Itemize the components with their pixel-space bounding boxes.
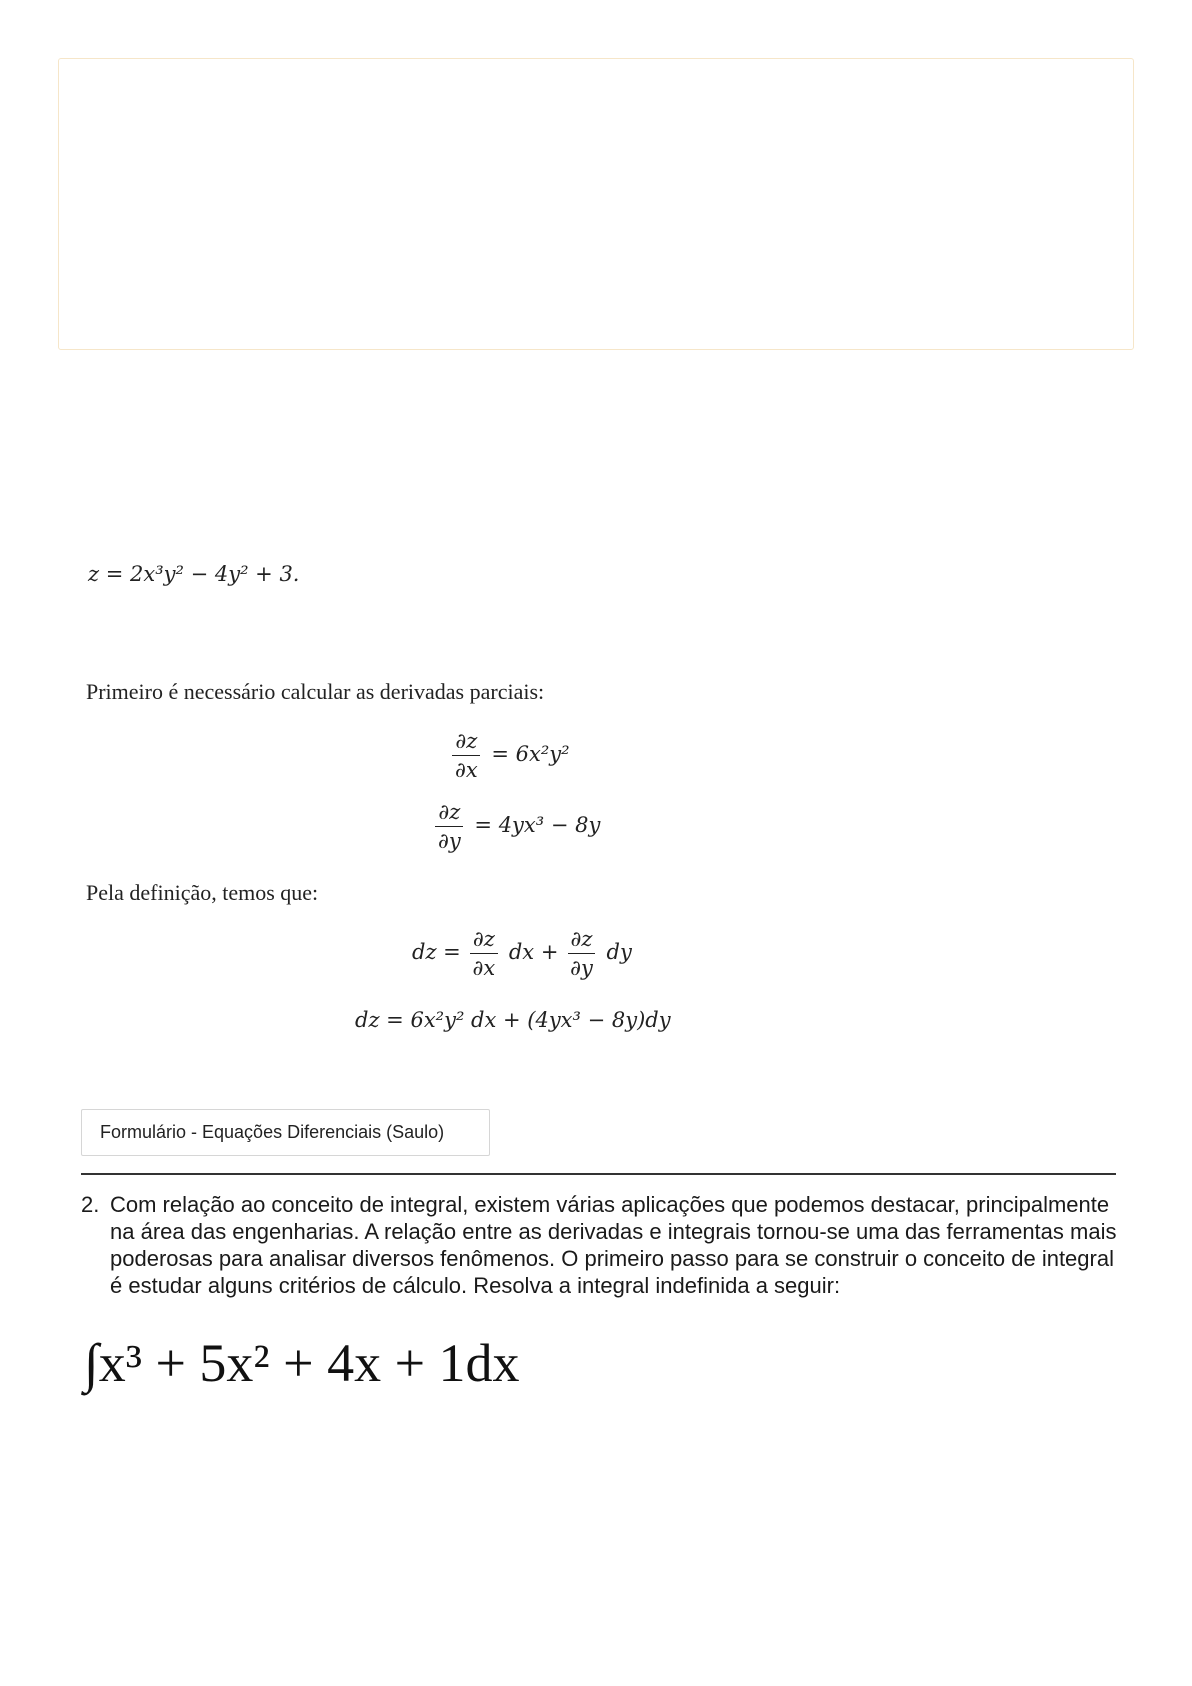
fraction-denominator: ∂y	[570, 956, 593, 980]
total-differential-equation	[412, 927, 632, 980]
definition-intro: Pela definição, temos que:	[86, 880, 319, 905]
formulario-link-button[interactable]: Formulário - Equações Diferenciais (Saulo)	[81, 1109, 490, 1156]
total-diff-mid: dx +	[508, 940, 559, 964]
question-text: Com relação ao conceito de integral, existem várias aplicações que podemos destacar, principalmente na área das engenharias. A relação entre as derivadas e integrais tornou-se uma das ferramentas mais poderosas para analisar diversos fenômenos. O primeiro passo para se construir o conceito de integral é estudar alguns critérios de cálculo. Resolva a integral indefinida a seguir:	[110, 1192, 1117, 1298]
total-differential-result-text: dz = 6x²y² dx + (4yx³ − 8y)dy	[355, 1008, 671, 1032]
total-diff-end: dy	[606, 940, 632, 964]
fraction-dzdx	[469, 927, 498, 980]
fraction-denominator: ∂x	[472, 956, 496, 980]
partial-derivatives-intro: Primeiro é necessário calcular as derivadas parciais:	[86, 679, 545, 704]
partial-dzdx-equation	[450, 729, 570, 782]
total-differential-result	[355, 1008, 671, 1032]
partial-dzdx-rhs: = 6x²y²	[491, 742, 570, 766]
function-equation	[88, 562, 300, 586]
partial-dzdy-rhs: = 4yx³ − 8y	[474, 813, 601, 837]
content-panel	[58, 58, 1134, 350]
integral-expression	[84, 1332, 520, 1432]
function-equation-text: z = 2x³y² − 4y² + 3.	[88, 562, 300, 586]
fraction-denominator: ∂x	[455, 758, 478, 782]
fraction-dzdx	[452, 729, 481, 782]
fraction-numerator: ∂z	[470, 927, 498, 954]
section-divider	[81, 1173, 1116, 1175]
integral-expression-text: ∫x³ + 5x² + 4x + 1dx	[84, 1333, 520, 1393]
partial-dzdy-equation	[433, 800, 600, 853]
fraction-numerator: ∂z	[452, 729, 480, 756]
fraction-numerator: ∂z	[435, 800, 463, 827]
total-diff-lhs: dz =	[412, 940, 461, 964]
question-number: 2.	[81, 1192, 100, 1217]
fraction-denominator: ∂y	[438, 829, 461, 853]
fraction-dzdy	[435, 800, 464, 853]
fraction-numerator: ∂z	[568, 927, 596, 954]
fraction-dzdy	[567, 927, 596, 980]
